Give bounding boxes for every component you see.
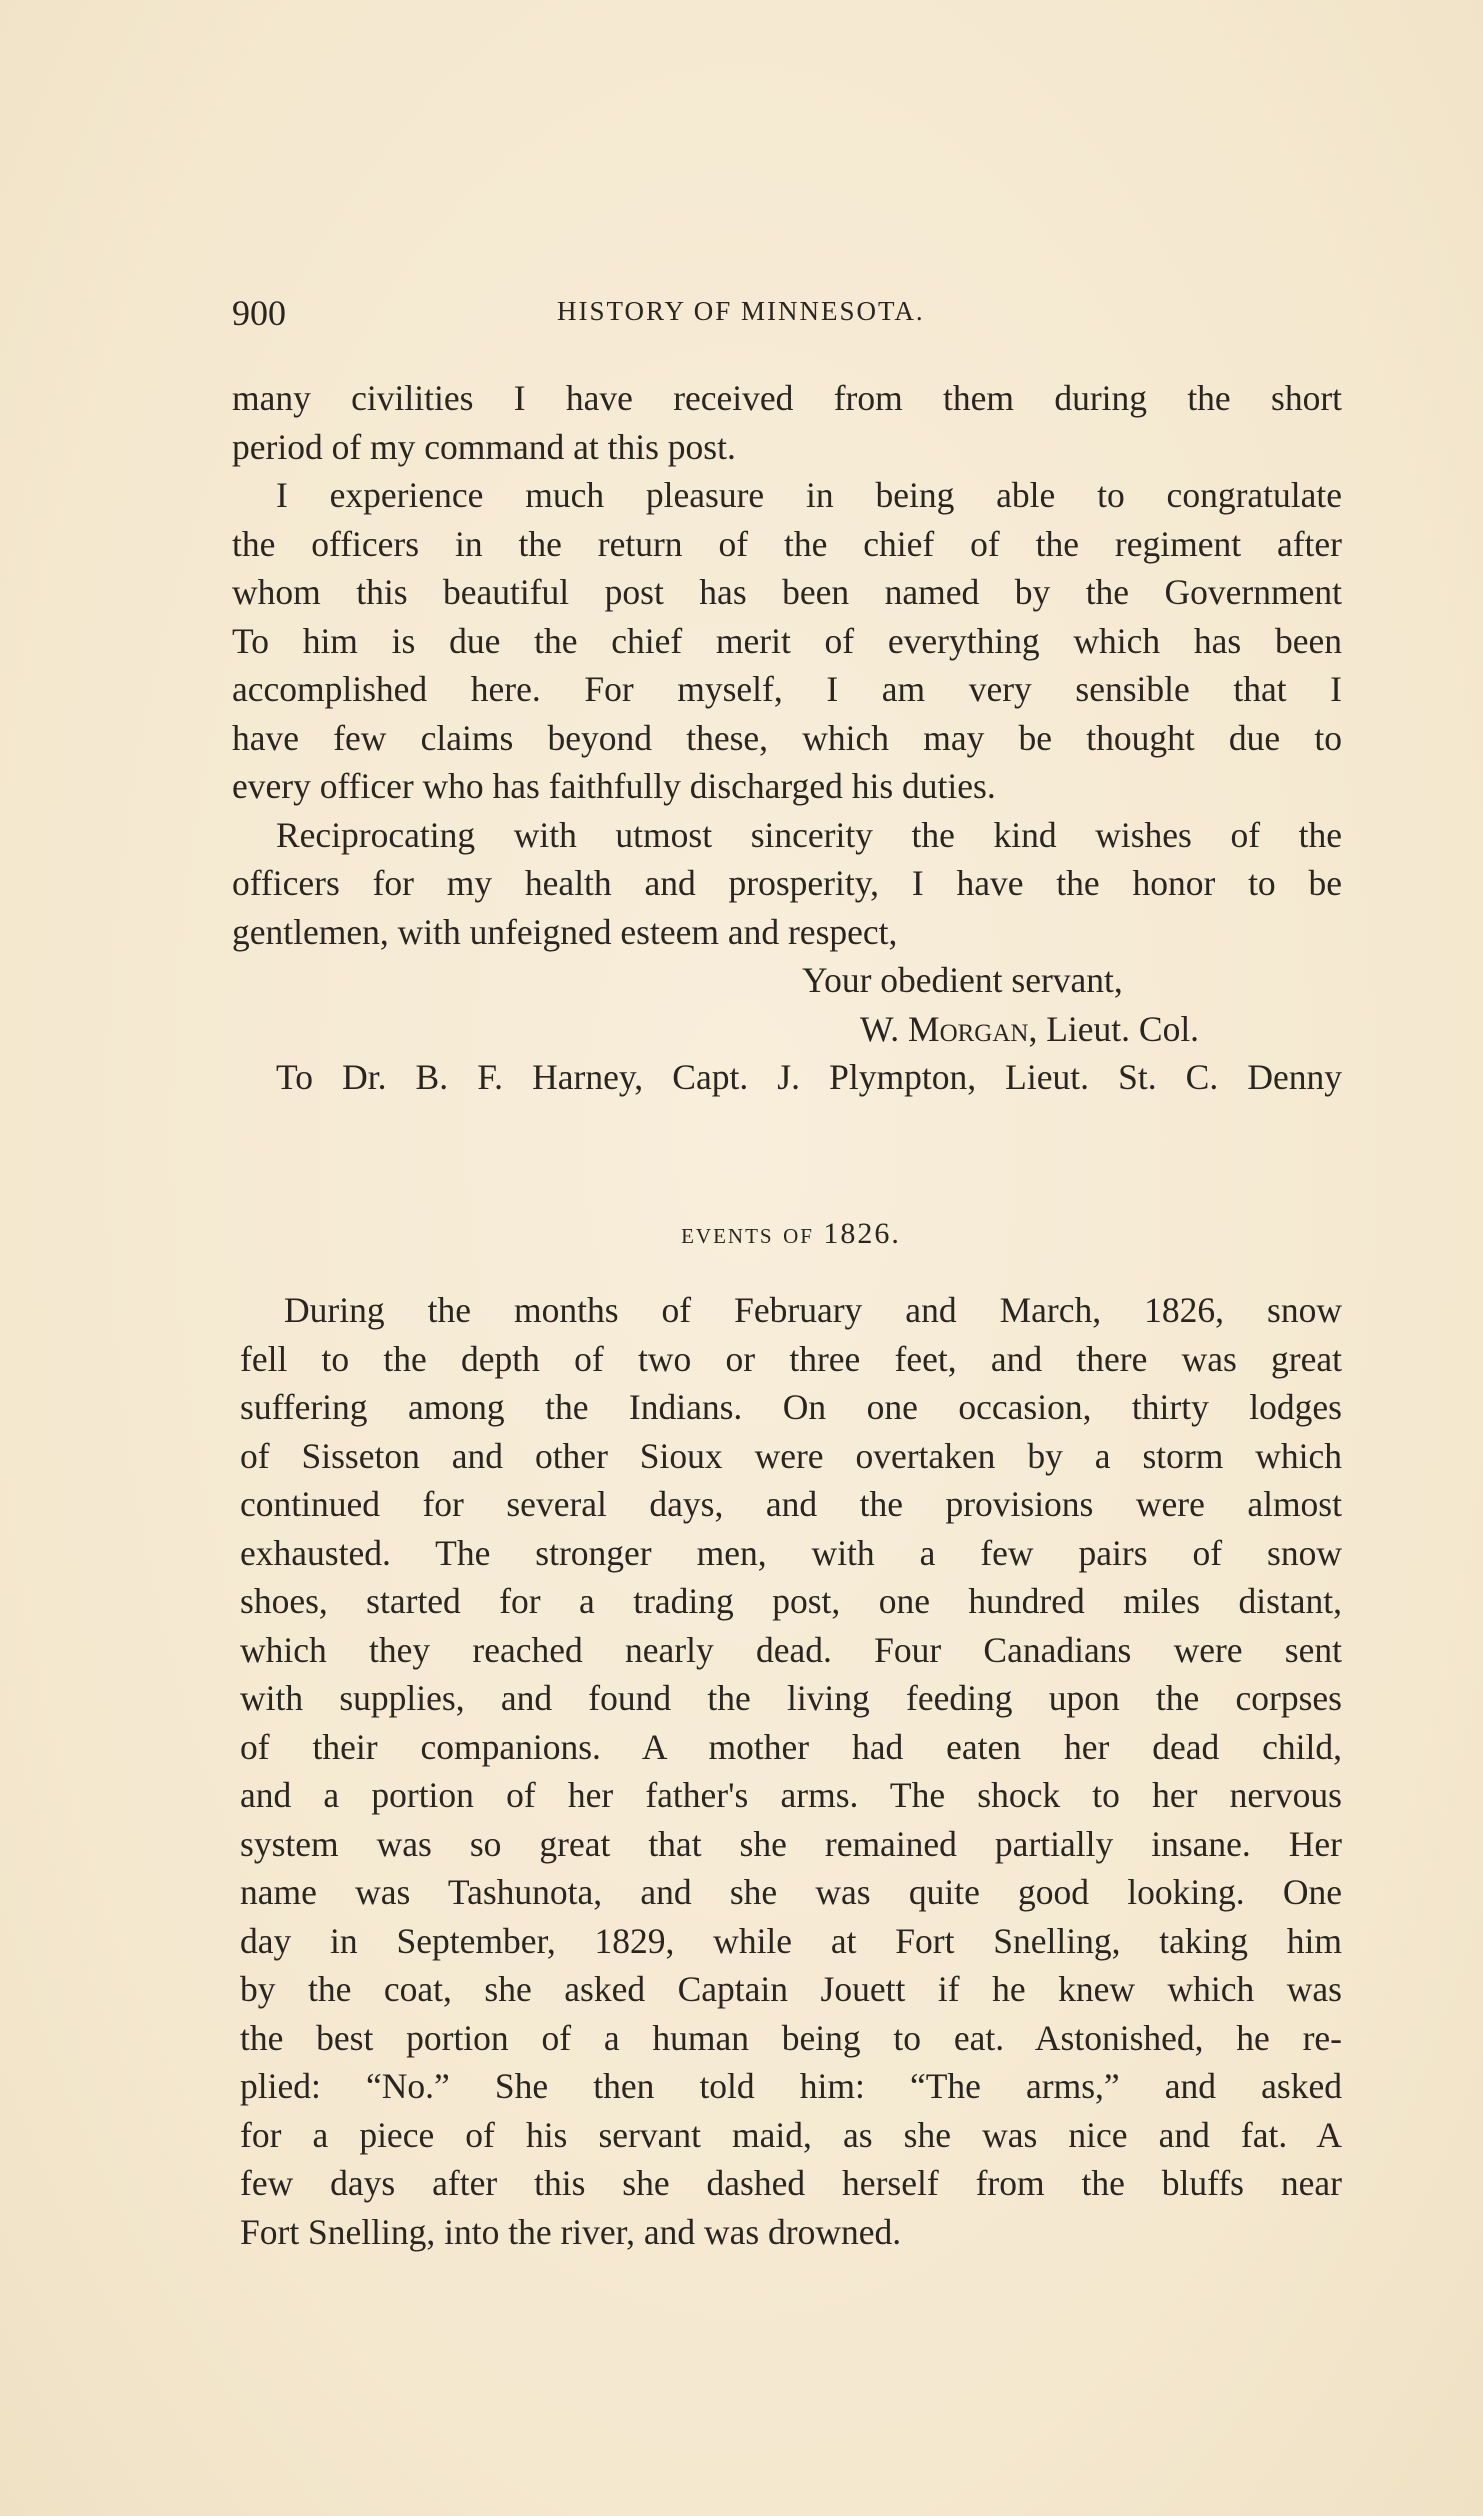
letter-signature: [232, 1005, 1342, 1054]
text-line: officers for my health and prosperity, I have the honor to be: [232, 863, 1342, 903]
text-line: To him is due the chief merit of everything which has been: [232, 620, 1342, 661]
text-line: system was so great that she remained partially insane. Her: [240, 1823, 1342, 1864]
text-line: whom this beautiful post has been named by the Government: [232, 572, 1342, 612]
text-line: Reciprocating with utmost sincerity the kind wishes of the: [276, 814, 1342, 855]
text-line: many civilities I have received from them during the short: [232, 378, 1342, 418]
letter-text: [232, 374, 1342, 1102]
text-line: Fort Snelling, into the river, and was drowned.: [240, 2211, 902, 2252]
text-line: accomplished here. For myself, I am very sensible that I: [232, 669, 1342, 709]
letter-address: To Dr. B. F. Harney, Capt. J. Plympton, Lieut. St. C. Denny: [276, 1057, 1342, 1097]
text-line: During the months of February and March, 1826, snow: [284, 1290, 1342, 1330]
text-line: period of my command at this post.: [232, 426, 736, 467]
page-number: 900: [232, 293, 286, 333]
text-line: fell to the depth of two or three feet, and there was great: [240, 1338, 1342, 1379]
text-line: few days after this she dashed herself from the bluffs near: [240, 2163, 1342, 2203]
text-line: by the coat, she asked Captain Jouett if he knew which was: [240, 1969, 1342, 2009]
text-line: the best portion of a human being to eat. Astonished, he re-: [240, 2017, 1342, 2058]
text-line: every officer who has faithfully discharged his duties.: [232, 766, 996, 806]
text-line: I experience much pleasure in being able to congratulate: [276, 475, 1342, 515]
text-line: plied: “No.” She then told him: “The arms,” and asked: [240, 2066, 1342, 2106]
signature-initial: W.: [860, 1008, 900, 1049]
text-line: of Sisseton and other Sioux were overtaken by a storm which: [240, 1435, 1342, 1476]
text-line: continued for several days, and the provisions were almost: [240, 1484, 1342, 1524]
text-line: shoes, started for a trading post, one hundred miles distant,: [240, 1581, 1342, 1621]
text-line: which they reached nearly dead. Four Canadians were sent: [240, 1629, 1342, 1670]
text-line: with supplies, and found the living feeding upon the corpses: [240, 1678, 1342, 1718]
text-line: and a portion of her father's arms. The shock to her nervous: [240, 1775, 1342, 1815]
text-line: have few claims beyond these, which may be thought due to: [232, 717, 1342, 758]
text-line: gentlemen, with unfeigned esteem and respect,: [232, 911, 898, 952]
page-header: [232, 292, 1332, 342]
text-line: for a piece of his servant maid, as she was nice and fat. A: [240, 2114, 1342, 2155]
text-line: the officers in the return of the chief of the regiment after: [232, 523, 1342, 564]
text-line: suffering among the Indians. On one occasion, thirty lodges: [240, 1387, 1342, 1427]
section-heading: events of 1826.: [681, 1217, 901, 1250]
section-text: [240, 1192, 1342, 2256]
signature-name: Morgan: [908, 1008, 1029, 1049]
letter-closing: Your obedient servant,: [802, 960, 1123, 1000]
text-line: exhausted. The stronger men, with a few pairs of snow: [240, 1532, 1342, 1573]
text-line: of their companions. A mother had eaten her dead child,: [240, 1726, 1342, 1767]
text-line: day in September, 1829, while at Fort Snelling, taking him: [240, 1920, 1342, 1961]
signature-rank: , Lieut. Col.: [1028, 1008, 1200, 1049]
running-head: HISTORY OF MINNESOTA.: [557, 296, 925, 326]
text-line: name was Tashunota, and she was quite good looking. One: [240, 1872, 1342, 1912]
